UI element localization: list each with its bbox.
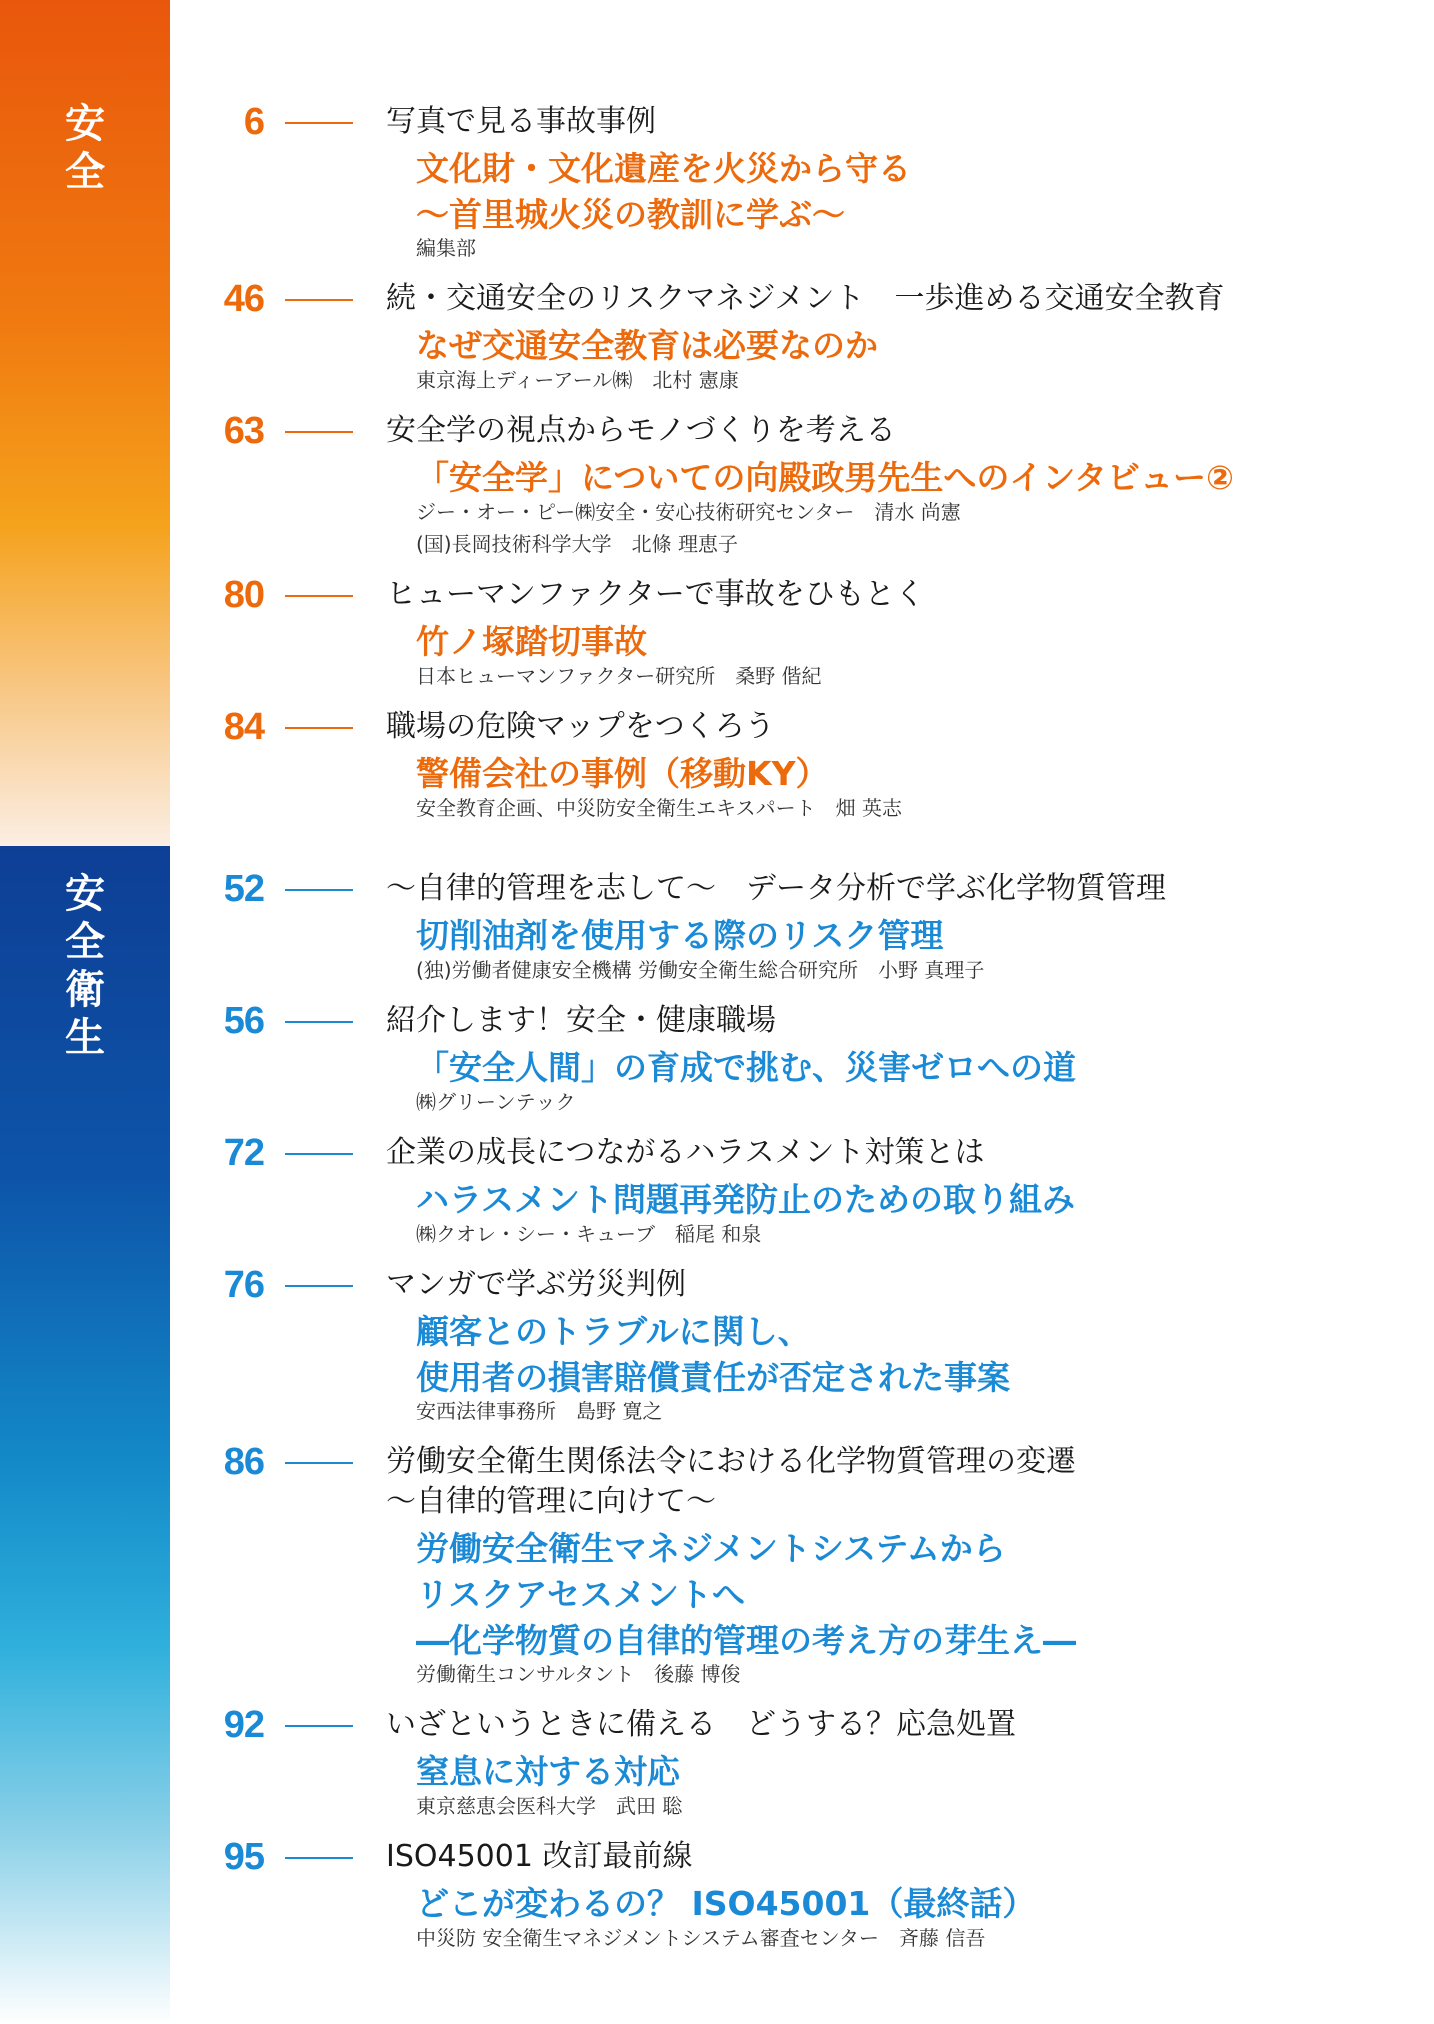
article-title: 窒息に対する対応 xyxy=(416,1752,680,1791)
series-title: 写真で見る事故事例 xyxy=(386,104,656,139)
article-title: ハラスメント問題再発防止のための取り組み xyxy=(416,1180,1076,1219)
page-number: 95 xyxy=(223,1836,264,1878)
series-title: ヒューマンファクターで事故をひもとく xyxy=(386,577,925,612)
leader-line xyxy=(285,431,353,433)
article-title: なぜ交通安全教育は必要なのか xyxy=(416,326,878,365)
leader-line xyxy=(285,1153,353,1155)
author: 安西法律事務所 島野 寛之 xyxy=(416,1399,663,1423)
section-label-safety: 安 全 xyxy=(65,101,105,195)
leader-line xyxy=(285,1285,353,1287)
author: 労働衛生コンサルタント 後藤 博俊 xyxy=(416,1662,741,1686)
author: ㈱グリーンテック xyxy=(416,1090,576,1114)
leader-line xyxy=(285,595,353,597)
leader-line xyxy=(285,1857,353,1859)
page-number: 72 xyxy=(223,1132,264,1174)
article-title: どこが変わるの？ ISO45001（最終話） xyxy=(416,1884,1036,1923)
article-title: ～首里城火災の教訓に学ぶ～ xyxy=(416,195,845,234)
article-title: 文化財・文化遺産を火災から守る xyxy=(416,149,911,188)
leader-line xyxy=(285,727,353,729)
series-title: マンガで学ぶ労災判例 xyxy=(386,1267,686,1302)
page-number: 52 xyxy=(223,868,264,910)
page-number: 92 xyxy=(223,1704,264,1746)
leader-line xyxy=(285,1021,353,1023)
article-title: 警備会社の事例（移動KY） xyxy=(416,754,829,793)
page-number: 86 xyxy=(223,1441,264,1483)
author: 中災防 安全衛生マネジメントシステム審査センター 斉藤 信吾 xyxy=(416,1926,986,1950)
article-title: 竹ノ塚踏切事故 xyxy=(416,622,647,661)
leader-line xyxy=(285,1725,353,1727)
author: 安全教育企画、中災防安全衛生エキスパート 畑 英志 xyxy=(416,796,902,820)
series-title: 紹介します！安全・健康職場 xyxy=(386,1003,776,1038)
author: (国)長岡技術科学大学 北條 理恵子 xyxy=(416,532,738,556)
series-title: 企業の成長につながるハラスメント対策とは xyxy=(386,1135,985,1170)
section-label-health: 安 全 衛 生 xyxy=(65,871,105,1061)
author: ㈱クオレ・シー・キューブ 稲尾 和泉 xyxy=(416,1222,762,1246)
author: 編集部 xyxy=(416,236,476,260)
page-number: 84 xyxy=(223,706,264,748)
series-title: ISO45001 改訂最前線 xyxy=(386,1839,693,1874)
author: 日本ヒューマンファクター研究所 桑野 偕紀 xyxy=(416,664,822,688)
series-title: ～自律的管理を志して～ データ分析で学ぶ化学物質管理 xyxy=(386,871,1166,906)
article-title: 使用者の損害賠償責任が否定された事案 xyxy=(416,1358,1010,1397)
series-title: 続・交通安全のリスクマネジメント 一歩進める交通安全教育 xyxy=(386,281,1225,316)
series-title: 労働安全衛生関係法令における化学物質管理の変遷 xyxy=(386,1444,1076,1479)
author: 東京海上ディーアール㈱ 北村 憲康 xyxy=(416,368,739,392)
page-number: 46 xyxy=(223,278,264,320)
leader-line xyxy=(285,1462,353,1464)
article-title: 「安全学」についての向殿政男先生へのインタビュー② xyxy=(416,458,1234,497)
article-title: ―化学物質の自律的管理の考え方の芽生え― xyxy=(416,1621,1076,1660)
article-title: 顧客とのトラブルに関し、 xyxy=(416,1312,811,1351)
page-number: 6 xyxy=(243,101,264,143)
page-number: 56 xyxy=(223,1000,264,1042)
author: ジー・オー・ピー㈱安全・安心技術研究センター 清水 尚憲 xyxy=(416,500,961,524)
series-title: 安全学の視点からモノづくりを考える xyxy=(386,413,896,448)
leader-line xyxy=(285,122,353,124)
article-title: 切削油剤を使用する際のリスク管理 xyxy=(416,916,944,955)
page-number: 80 xyxy=(223,574,264,616)
article-title: リスクアセスメントへ xyxy=(416,1575,746,1614)
author: 東京慈恵会医科大学 武田 聡 xyxy=(416,1794,683,1818)
page-number: 63 xyxy=(223,410,264,452)
leader-line xyxy=(285,299,353,301)
series-title: いざというときに備える どうする？応急処置 xyxy=(386,1707,1016,1742)
leader-line xyxy=(285,889,353,891)
series-title: 職場の危険マップをつくろう xyxy=(386,709,775,744)
series-subtitle: ～自律的管理に向けて～ xyxy=(386,1484,716,1519)
article-title: 「安全人間」の育成で挑む、災害ゼロへの道 xyxy=(416,1048,1076,1087)
author: (独)労働者健康安全機構 労働安全衛生総合研究所 小野 真理子 xyxy=(416,958,985,982)
page-number: 76 xyxy=(223,1264,264,1306)
article-title: 労働安全衛生マネジメントシステムから xyxy=(416,1529,1006,1568)
